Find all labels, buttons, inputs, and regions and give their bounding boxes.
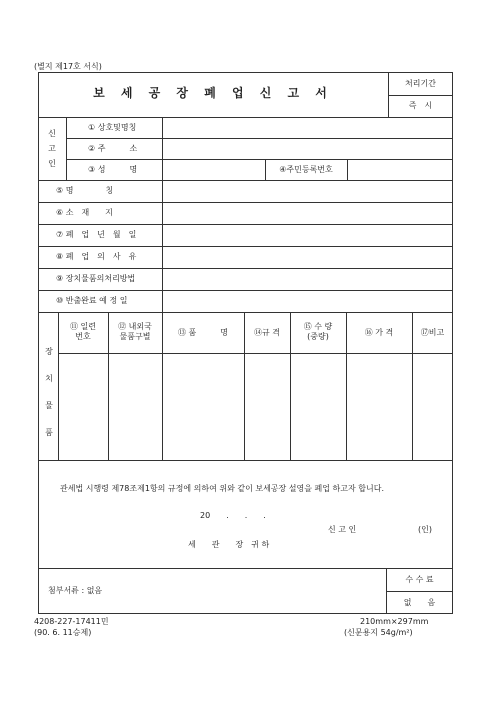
recipient-label: 세 관 장 귀 하: [188, 540, 270, 549]
business-name-label: ① 상호및명칭: [88, 123, 137, 132]
closure-date-field[interactable]: [163, 225, 452, 246]
paper-size: 210mm×297mm: [360, 617, 429, 626]
attachments-note: 첨부서류 : 없음: [48, 586, 103, 595]
name-label: ③ 성 명: [88, 165, 138, 174]
resident-number-field[interactable]: [348, 160, 452, 180]
name-field[interactable]: [163, 160, 264, 180]
remarks-header: ⑰비고: [420, 328, 445, 337]
goods-entry-area[interactable]: [59, 354, 452, 459]
goods-disposal-method-label: ⑨ 장치물품의처리방법: [56, 274, 136, 283]
form-code: 4208-227-17411민: [34, 617, 109, 626]
location-field[interactable]: [163, 203, 452, 224]
specification-header: ⑭규 격: [254, 328, 280, 337]
removal-completion-date-field[interactable]: [163, 291, 452, 312]
approval-date: (90. 6. 11승제): [34, 628, 92, 637]
address-field[interactable]: [163, 139, 452, 159]
fee-value: 없 음: [403, 598, 436, 607]
applicant-section-label: 신 고 인: [48, 129, 56, 168]
fee-label: 수 수 료: [405, 575, 434, 584]
location-label: ⑥ 소 재 지: [56, 208, 113, 217]
serial-number-header: ⑪ 일련 번호: [70, 322, 96, 341]
processing-period-label: 처리기간: [405, 79, 436, 88]
form-number-note: (별지 제17호 서식): [34, 62, 102, 71]
closure-reason-field[interactable]: [163, 247, 452, 268]
domestic-foreign-header: ⑫ 내외국 물품구별: [118, 322, 152, 341]
closure-reason-label: ⑧ 폐 업 의 사 유: [56, 252, 137, 261]
item-name-header: ⑬ 품 명: [178, 328, 228, 337]
price-header: ⑯ 가 격: [364, 328, 394, 337]
resident-number-label: ④주민등록번호: [279, 165, 333, 174]
form-title: 보 세 공 장 폐 업 신 고 서: [93, 86, 333, 100]
paper-type: (신문용지 54g/m²): [344, 628, 413, 637]
factory-name-label: ⑤ 명 칭: [56, 186, 114, 195]
seal-mark: (인): [418, 525, 432, 534]
quantity-header: ⑮ 수 량 (중량): [303, 322, 333, 341]
stored-goods-section-label: 장 치 물 품: [45, 347, 53, 437]
declarant-label: 신 고 인: [328, 525, 357, 534]
address-label: ② 주 소: [88, 144, 138, 153]
business-name-field[interactable]: [163, 118, 452, 138]
removal-completion-date-label: ⑩ 반출완료 예 정 일: [56, 296, 128, 305]
factory-name-field[interactable]: [163, 181, 452, 202]
declaration-statement: 관세법 시행령 제78조제1항의 규정에 의하여 위와 같이 보세공장 설영을 폐업 하고자 합니다.: [60, 484, 384, 493]
processing-period-value: 즉 시: [408, 101, 433, 110]
declaration-date: 20 . . .: [200, 511, 266, 520]
closure-date-label: ⑦ 폐 업 년 월 일: [56, 230, 137, 239]
goods-disposal-method-field[interactable]: [163, 269, 452, 290]
